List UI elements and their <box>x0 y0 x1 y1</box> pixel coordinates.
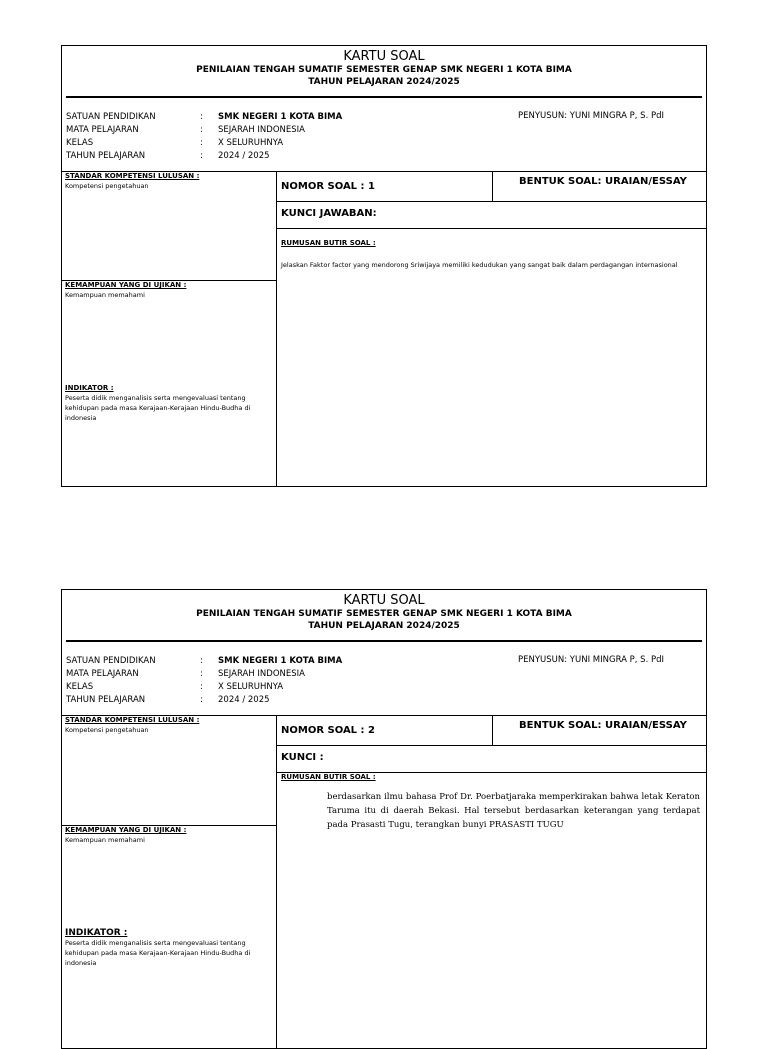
right-column <box>277 172 706 486</box>
info-value: 2024 / 2025 <box>218 151 270 161</box>
right-column <box>277 716 706 1048</box>
indicator-heading: INDIKATOR : <box>65 928 128 938</box>
info-colon: : <box>200 682 203 692</box>
formulation-heading: RUMUSAN BUTIR SOAL : <box>281 773 376 781</box>
author: PENYUSUN: YUNI MINGRA P, S. PdI <box>518 655 665 665</box>
question-number: NOMOR SOAL : 2 <box>277 716 493 746</box>
question-type: BENTUK SOAL: URAIAN/ESSAY <box>493 172 706 202</box>
exam-subtitle: PENILAIAN TENGAH SUMATIF SEMESTER GENAP SMK NEGERI 1 KOTA BIMA <box>196 609 572 619</box>
school-year: TAHUN PELAJARAN 2024/2025 <box>308 621 460 631</box>
school-year: TAHUN PELAJARAN 2024/2025 <box>308 77 460 87</box>
skl-heading: STANDAR KOMPETENSI LULUSAN : <box>65 716 200 724</box>
question-formulation <box>277 773 706 1048</box>
info-label: TAHUN PELAJARAN <box>66 151 146 161</box>
info-value: X SELURUHNYA <box>218 682 284 692</box>
author: PENYUSUN: YUNI MINGRA P, S. PdI <box>518 111 665 121</box>
info-colon: : <box>200 112 203 122</box>
card-title: KARTU SOAL <box>343 49 425 64</box>
question-card-1 <box>61 45 707 487</box>
info-label: TAHUN PELAJARAN <box>66 695 146 705</box>
card-header <box>62 46 706 102</box>
skl-text: Kompetensi pengetahuan <box>65 726 149 734</box>
header-divider <box>66 640 702 642</box>
skl-section <box>62 716 276 825</box>
info-colon: : <box>200 138 203 148</box>
card-info <box>62 646 706 716</box>
question-type: BENTUK SOAL: URAIAN/ESSAY <box>493 716 706 746</box>
info-value: 2024 / 2025 <box>218 695 270 705</box>
formulation-text: Jelaskan Faktor factor yang mendorong Sriwijaya memiliki kedudukan yang sangat baik dalam perdagangan internasional <box>281 261 678 269</box>
info-colon: : <box>200 151 203 161</box>
info-label: SATUAN PENDIDIKAN <box>66 112 156 122</box>
info-colon: : <box>200 695 203 705</box>
formulation-heading: RUMUSAN BUTIR SOAL : <box>281 239 376 247</box>
info-label: MATA PELAJARAN <box>66 669 139 679</box>
answer-key: KUNCI JAWABAN: <box>277 202 706 229</box>
header-divider <box>66 96 702 98</box>
question-formulation <box>277 229 706 486</box>
indicator-section <box>62 929 276 968</box>
skl-section <box>62 172 276 280</box>
formulation-text: berdasarkan ilmu bahasa Prof Dr. Poerbatjaraka memperkirakan bahwa letak Keraton Taruma itu di daerah Bekasi. Hal tersebut berdasarkan keterangan yang terdapat pada Prasasti Tugu, terangkan bunyi PRASASTI TUGU <box>327 792 700 830</box>
answer-key: KUNCI : <box>277 746 706 773</box>
exam-subtitle: PENILAIAN TENGAH SUMATIF SEMESTER GENAP SMK NEGERI 1 KOTA BIMA <box>196 65 572 75</box>
info-value: SMK NEGERI 1 KOTA BIMA <box>218 656 343 666</box>
ability-section <box>62 825 276 929</box>
question-card-2 <box>61 589 707 1049</box>
info-label: SATUAN PENDIDIKAN <box>66 656 156 666</box>
info-value: SEJARAH INDONESIA <box>218 125 305 135</box>
info-colon: : <box>200 125 203 135</box>
ability-heading: KEMAMPUAN YANG DI UJIKAN : <box>65 281 187 289</box>
ability-text: Kemampuan memahami <box>65 836 145 844</box>
left-column <box>62 172 277 486</box>
question-number: NOMOR SOAL : 1 <box>277 172 493 202</box>
info-label: MATA PELAJARAN <box>66 125 139 135</box>
card-body <box>62 715 706 1048</box>
left-column <box>62 716 277 1048</box>
indicator-text: Peserta didik menganalisis serta mengevaluasi tentang kehidupan pada masa Kerajaan-Kerajaan Hindu-Budha di indonesia <box>65 394 251 422</box>
ability-text: Kemampuan memahami <box>65 291 145 299</box>
indicator-text: Peserta didik menganalisis serta mengevaluasi tentang kehidupan pada masa Kerajaan-Kerajaan Hindu-Budha di indonesia <box>65 939 251 967</box>
skl-text: Kompetensi pengetahuan <box>65 182 149 190</box>
card-title: KARTU SOAL <box>343 593 425 608</box>
indicator-section <box>62 384 276 423</box>
indicator-heading: INDIKATOR : <box>65 384 114 392</box>
card-info <box>62 102 706 172</box>
ability-heading: KEMAMPUAN YANG DI UJIKAN : <box>65 826 187 834</box>
info-colon: : <box>200 656 203 666</box>
info-label: KELAS <box>66 682 94 692</box>
info-value: X SELURUHNYA <box>218 138 284 148</box>
info-label: KELAS <box>66 138 94 148</box>
card-header <box>62 590 706 646</box>
card-body <box>62 171 706 486</box>
info-colon: : <box>200 669 203 679</box>
info-value: SEJARAH INDONESIA <box>218 669 305 679</box>
ability-section <box>62 280 276 384</box>
info-value: SMK NEGERI 1 KOTA BIMA <box>218 112 343 122</box>
skl-heading: STANDAR KOMPETENSI LULUSAN : <box>65 172 200 180</box>
